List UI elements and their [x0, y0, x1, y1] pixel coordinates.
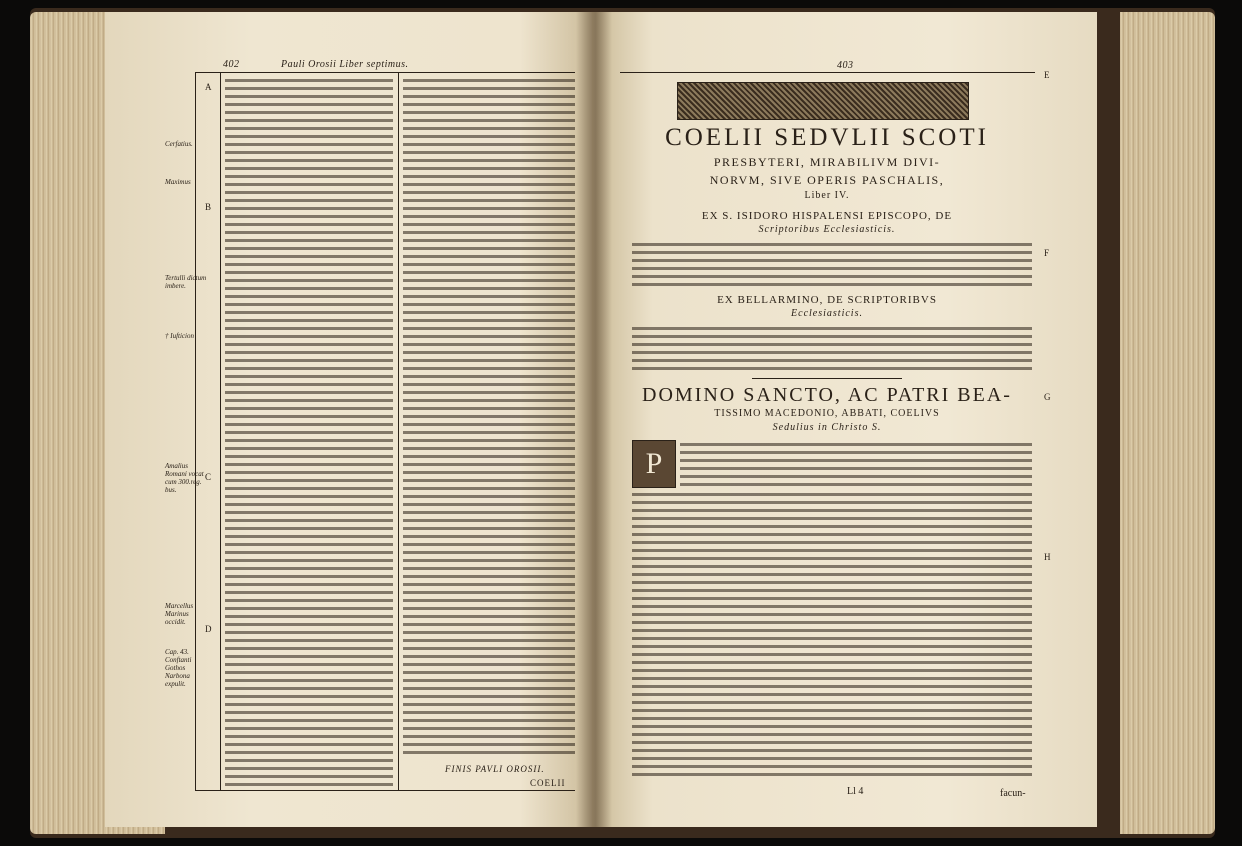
- side-note: Maximus: [165, 178, 191, 186]
- margin-letter-e: E: [1044, 70, 1050, 80]
- decorated-initial: P: [632, 440, 676, 488]
- right-page: [592, 12, 1097, 827]
- side-note: Tertulli dictum imbere.: [165, 274, 207, 290]
- margin-letter-b: B: [205, 202, 212, 212]
- foot-rule: [195, 790, 575, 791]
- left-page: [105, 12, 593, 827]
- work-subtitle-1: PRESBYTERI, MIRABILIVM DIVI-: [713, 155, 941, 169]
- head-rule: [195, 72, 575, 73]
- dedication-line-2: TISSIMO MACEDONIO, ABBATI, COELIVS: [714, 408, 940, 419]
- source-subheading-bellarmine: Ecclesiasticis.: [791, 308, 863, 319]
- body-text-lines: [225, 76, 393, 788]
- left-page-number: 402: [223, 59, 240, 70]
- side-note: Marcellus Marinus occidit.: [165, 602, 194, 626]
- dedication-heading: DOMINO SANCTO, AC PATRI BEA-: [642, 384, 1012, 406]
- book-number: Liber IV.: [804, 190, 850, 201]
- side-note: Cap. 43. Conftanti Gothos Narbona expulit.: [165, 648, 192, 688]
- left-catchword: COELII: [530, 778, 566, 788]
- body-text-lines: [680, 440, 1032, 488]
- bellarmine-text: [632, 324, 1032, 372]
- source-heading-isidore: EX S. ISIDORO HISPALENSI EPISCOPO, DE: [701, 210, 953, 222]
- margin-rule-inner: [220, 72, 221, 790]
- body-text-lines: [632, 240, 1032, 288]
- margin-letter-g: G: [1044, 392, 1051, 402]
- side-note: Cerfatius.: [165, 140, 193, 148]
- text-column-1: [225, 76, 393, 788]
- margin-letter-h: H: [1044, 552, 1051, 562]
- letter-text: [632, 490, 1032, 780]
- body-text-lines: [632, 324, 1032, 372]
- margin-letter-f: F: [1044, 248, 1050, 258]
- margin-letter-d: D: [205, 624, 212, 634]
- letter-text-beside-initial: [680, 440, 1032, 488]
- text-column-2: [403, 76, 575, 758]
- left-running-head: Pauli Orosii Liber septimus.: [281, 59, 409, 70]
- column-rule: [398, 72, 399, 790]
- work-title: COELII SEDVLII SCOTI: [665, 124, 989, 151]
- margin-letter-c: C: [205, 472, 212, 482]
- page-edges-right: [1120, 12, 1215, 834]
- signature-mark: Ll 4: [847, 786, 864, 797]
- isidore-text: [632, 240, 1032, 288]
- body-text-lines: [403, 76, 575, 758]
- headpiece-ornament: [677, 82, 969, 120]
- right-page-number: 403: [837, 60, 854, 71]
- book-gutter: [576, 12, 612, 827]
- colophon: FINIS PAVLI OROSII.: [445, 764, 545, 774]
- source-subheading-isidore: Scriptoribus Ecclesiasticis.: [758, 224, 896, 235]
- body-text-lines: [632, 490, 1032, 780]
- divider: [752, 378, 902, 379]
- head-rule: [620, 72, 1035, 73]
- margin-letter-a: A: [205, 82, 212, 92]
- dedication-line-3: Sedulius in Christo S.: [772, 422, 882, 433]
- work-subtitle-2: NORVM, SIVE OPERIS PASCHALIS,: [709, 173, 945, 187]
- side-note: † Iufticion: [165, 332, 194, 340]
- side-note: Amalius Romani vocat cum 300.reg. bus.: [165, 462, 204, 494]
- right-catchword: facun-: [1000, 788, 1026, 799]
- source-heading-bellarmine: EX BELLARMINO, DE SCRIPTORIBVS: [717, 294, 937, 306]
